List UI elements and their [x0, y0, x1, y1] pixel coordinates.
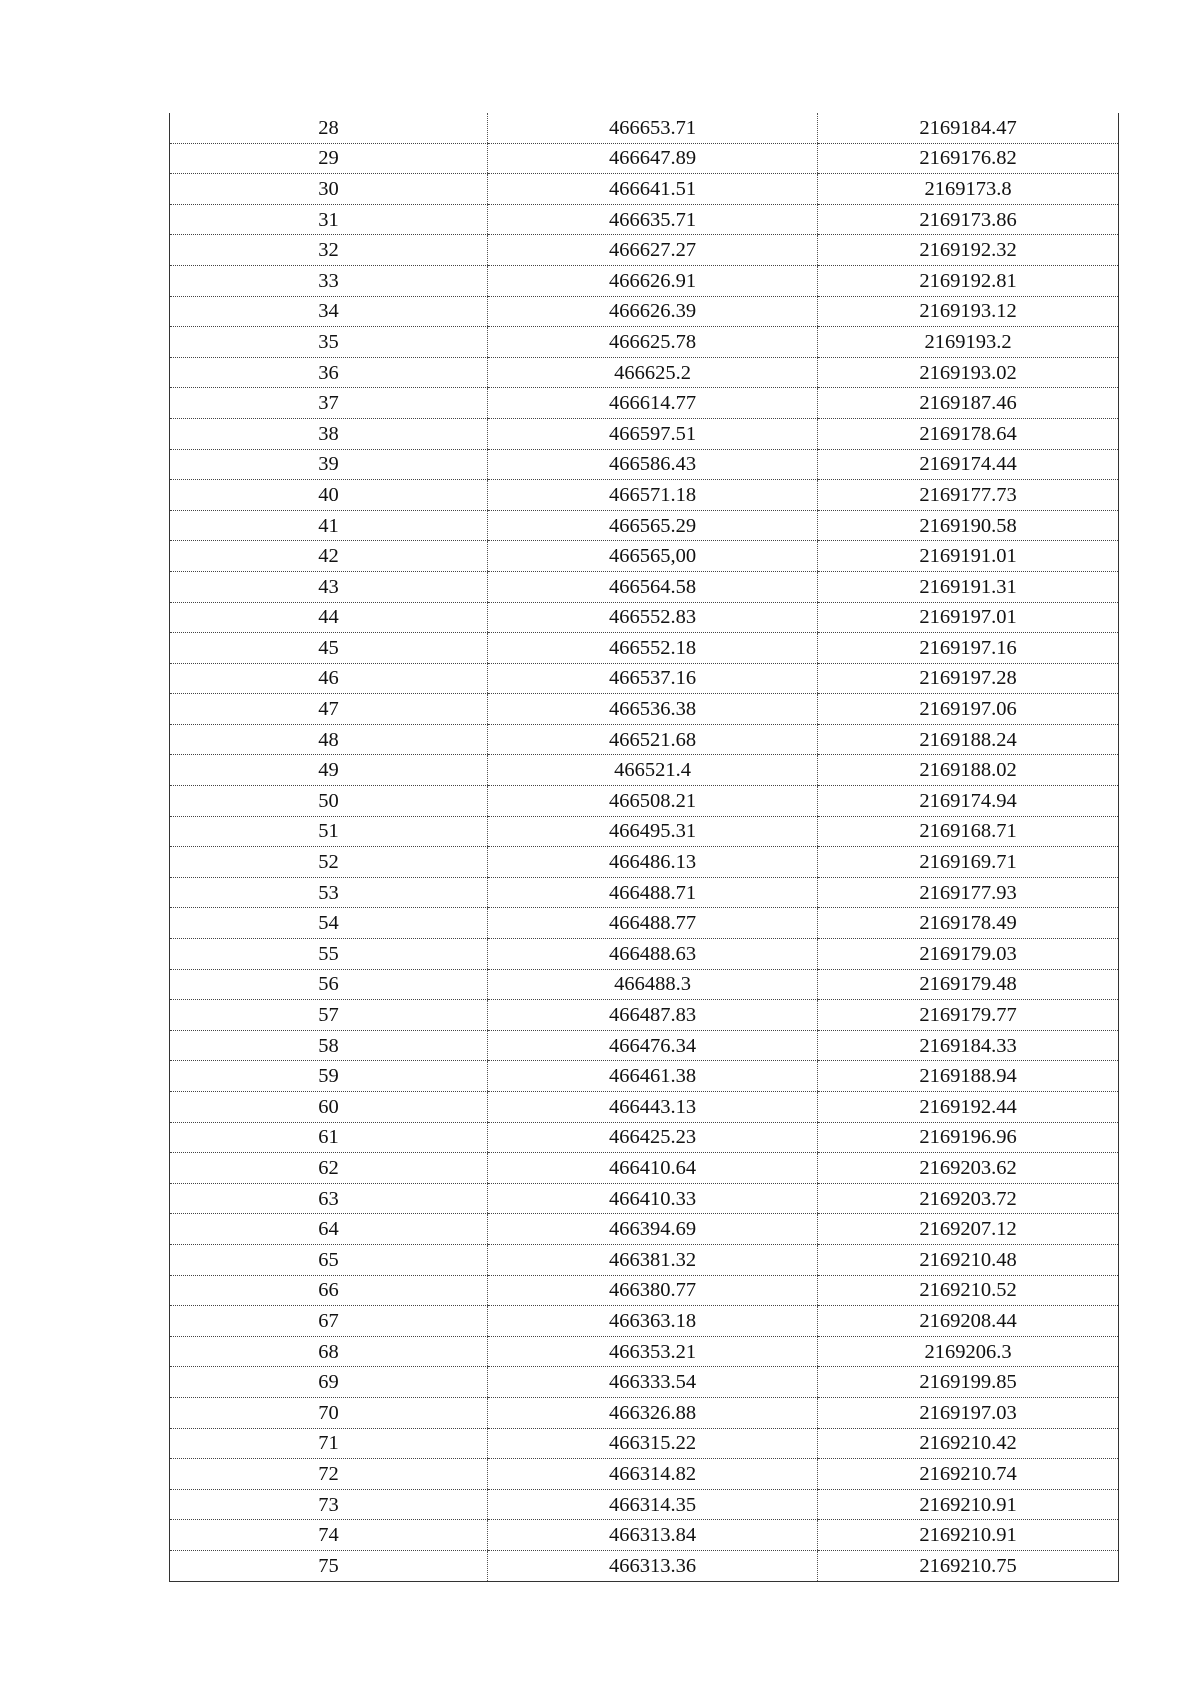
y-coordinate-cell: 2169207.12 [818, 1214, 1119, 1245]
y-coordinate-cell: 2169210.91 [818, 1489, 1119, 1520]
table-row [170, 694, 1119, 725]
point-number-cell: 58 [170, 1030, 488, 1061]
point-number-cell: 66 [170, 1275, 488, 1306]
coordinate-table [169, 113, 1119, 1582]
point-number-cell: 68 [170, 1336, 488, 1367]
point-number-cell: 71 [170, 1428, 488, 1459]
point-number-cell: 41 [170, 510, 488, 541]
y-coordinate-cell: 2169174.94 [818, 786, 1119, 817]
table-row [170, 1244, 1119, 1275]
y-coordinate-cell: 2169177.73 [818, 480, 1119, 511]
x-coordinate-cell: 466552.18 [488, 633, 818, 664]
table-row [170, 939, 1119, 970]
x-coordinate-cell: 466647.89 [488, 143, 818, 174]
x-coordinate-cell: 466476.34 [488, 1030, 818, 1061]
point-number-cell: 56 [170, 969, 488, 1000]
point-number-cell: 47 [170, 694, 488, 725]
x-coordinate-cell: 466488.77 [488, 908, 818, 939]
point-number-cell: 39 [170, 449, 488, 480]
x-coordinate-cell: 466487.83 [488, 1000, 818, 1031]
y-coordinate-cell: 2169193.02 [818, 357, 1119, 388]
x-coordinate-cell: 466380.77 [488, 1275, 818, 1306]
table-row [170, 1428, 1119, 1459]
x-coordinate-cell: 466313.36 [488, 1550, 818, 1581]
y-coordinate-cell: 2169197.01 [818, 602, 1119, 633]
table-row [170, 1489, 1119, 1520]
point-number-cell: 63 [170, 1183, 488, 1214]
y-coordinate-cell: 2169208.44 [818, 1306, 1119, 1337]
x-coordinate-cell: 466564.58 [488, 571, 818, 602]
table-row [170, 755, 1119, 786]
point-number-cell: 38 [170, 418, 488, 449]
x-coordinate-cell: 466313.84 [488, 1520, 818, 1551]
table-row [170, 265, 1119, 296]
x-coordinate-cell: 466314.35 [488, 1489, 818, 1520]
x-coordinate-cell: 466614.77 [488, 388, 818, 419]
table-row [170, 1336, 1119, 1367]
y-coordinate-cell: 2169192.44 [818, 1092, 1119, 1123]
y-coordinate-cell: 2169191.01 [818, 541, 1119, 572]
point-number-cell: 44 [170, 602, 488, 633]
y-coordinate-cell: 2169188.24 [818, 724, 1119, 755]
point-number-cell: 67 [170, 1306, 488, 1337]
table-row [170, 235, 1119, 266]
x-coordinate-cell: 466521.4 [488, 755, 818, 786]
table-row [170, 1214, 1119, 1245]
y-coordinate-cell: 2169191.31 [818, 571, 1119, 602]
y-coordinate-cell: 2169193.12 [818, 296, 1119, 327]
point-number-cell: 43 [170, 571, 488, 602]
x-coordinate-cell: 466641.51 [488, 174, 818, 205]
table-row [170, 449, 1119, 480]
x-coordinate-cell: 466508.21 [488, 786, 818, 817]
y-coordinate-cell: 2169179.48 [818, 969, 1119, 1000]
x-coordinate-cell: 466443.13 [488, 1092, 818, 1123]
x-coordinate-cell: 466353.21 [488, 1336, 818, 1367]
table-row [170, 1275, 1119, 1306]
y-coordinate-cell: 2169197.16 [818, 633, 1119, 664]
point-number-cell: 36 [170, 357, 488, 388]
y-coordinate-cell: 2169210.52 [818, 1275, 1119, 1306]
point-number-cell: 52 [170, 847, 488, 878]
x-coordinate-cell: 466536.38 [488, 694, 818, 725]
table-row [170, 1153, 1119, 1184]
y-coordinate-cell: 2169192.32 [818, 235, 1119, 266]
point-number-cell: 55 [170, 939, 488, 970]
point-number-cell: 31 [170, 204, 488, 235]
y-coordinate-cell: 2169193.2 [818, 327, 1119, 358]
x-coordinate-cell: 466486.13 [488, 847, 818, 878]
x-coordinate-cell: 466488.3 [488, 969, 818, 1000]
table-row [170, 1367, 1119, 1398]
y-coordinate-cell: 2169190.58 [818, 510, 1119, 541]
table-row [170, 816, 1119, 847]
point-number-cell: 48 [170, 724, 488, 755]
y-coordinate-cell: 2169192.81 [818, 265, 1119, 296]
y-coordinate-cell: 2169187.46 [818, 388, 1119, 419]
point-number-cell: 54 [170, 908, 488, 939]
point-number-cell: 72 [170, 1459, 488, 1490]
table-row [170, 1092, 1119, 1123]
point-number-cell: 45 [170, 633, 488, 664]
y-coordinate-cell: 2169178.64 [818, 418, 1119, 449]
table-row [170, 1061, 1119, 1092]
x-coordinate-cell: 466586.43 [488, 449, 818, 480]
y-coordinate-cell: 2169177.93 [818, 877, 1119, 908]
y-coordinate-cell: 2169206.3 [818, 1336, 1119, 1367]
table-row [170, 388, 1119, 419]
point-number-cell: 64 [170, 1214, 488, 1245]
table-row [170, 847, 1119, 878]
y-coordinate-cell: 2169210.75 [818, 1550, 1119, 1581]
table-row [170, 1122, 1119, 1153]
table-row [170, 418, 1119, 449]
point-number-cell: 70 [170, 1397, 488, 1428]
table-row [170, 633, 1119, 664]
x-coordinate-cell: 466521.68 [488, 724, 818, 755]
y-coordinate-cell: 2169203.72 [818, 1183, 1119, 1214]
y-coordinate-cell: 2169173.86 [818, 204, 1119, 235]
y-coordinate-cell: 2169184.47 [818, 113, 1119, 143]
y-coordinate-cell: 2169197.28 [818, 663, 1119, 694]
point-number-cell: 34 [170, 296, 488, 327]
table-row [170, 877, 1119, 908]
x-coordinate-cell: 466626.39 [488, 296, 818, 327]
x-coordinate-cell: 466410.64 [488, 1153, 818, 1184]
x-coordinate-cell: 466495.31 [488, 816, 818, 847]
point-number-cell: 33 [170, 265, 488, 296]
y-coordinate-cell: 2169197.06 [818, 694, 1119, 725]
table-row [170, 327, 1119, 358]
table-row [170, 541, 1119, 572]
y-coordinate-cell: 2169188.02 [818, 755, 1119, 786]
point-number-cell: 60 [170, 1092, 488, 1123]
y-coordinate-cell: 2169210.74 [818, 1459, 1119, 1490]
point-number-cell: 59 [170, 1061, 488, 1092]
table-row [170, 602, 1119, 633]
table-row [170, 357, 1119, 388]
y-coordinate-cell: 2169210.48 [818, 1244, 1119, 1275]
y-coordinate-cell: 2169196.96 [818, 1122, 1119, 1153]
point-number-cell: 42 [170, 541, 488, 572]
point-number-cell: 65 [170, 1244, 488, 1275]
table-row [170, 1183, 1119, 1214]
x-coordinate-cell: 466635.71 [488, 204, 818, 235]
x-coordinate-cell: 466653.71 [488, 113, 818, 143]
point-number-cell: 51 [170, 816, 488, 847]
x-coordinate-cell: 466425.23 [488, 1122, 818, 1153]
table-row [170, 1000, 1119, 1031]
point-number-cell: 37 [170, 388, 488, 419]
point-number-cell: 30 [170, 174, 488, 205]
x-coordinate-cell: 466571.18 [488, 480, 818, 511]
y-coordinate-cell: 2169203.62 [818, 1153, 1119, 1184]
y-coordinate-cell: 2169188.94 [818, 1061, 1119, 1092]
y-coordinate-cell: 2169173.8 [818, 174, 1119, 205]
x-coordinate-cell: 466597.51 [488, 418, 818, 449]
point-number-cell: 35 [170, 327, 488, 358]
y-coordinate-cell: 2169169.71 [818, 847, 1119, 878]
x-coordinate-cell: 466488.63 [488, 939, 818, 970]
table-row [170, 296, 1119, 327]
point-number-cell: 46 [170, 663, 488, 694]
table-row [170, 908, 1119, 939]
table-row [170, 1397, 1119, 1428]
x-coordinate-cell: 466488.71 [488, 877, 818, 908]
x-coordinate-cell: 466565,00 [488, 541, 818, 572]
x-coordinate-cell: 466552.83 [488, 602, 818, 633]
coordinate-table-body [170, 113, 1119, 1581]
x-coordinate-cell: 466626.91 [488, 265, 818, 296]
y-coordinate-cell: 2169210.42 [818, 1428, 1119, 1459]
x-coordinate-cell: 466333.54 [488, 1367, 818, 1398]
x-coordinate-cell: 466627.27 [488, 235, 818, 266]
point-number-cell: 73 [170, 1489, 488, 1520]
point-number-cell: 40 [170, 480, 488, 511]
x-coordinate-cell: 466394.69 [488, 1214, 818, 1245]
x-coordinate-cell: 466625.78 [488, 327, 818, 358]
x-coordinate-cell: 466315.22 [488, 1428, 818, 1459]
table-row [170, 969, 1119, 1000]
x-coordinate-cell: 466461.38 [488, 1061, 818, 1092]
table-row [170, 1459, 1119, 1490]
point-number-cell: 28 [170, 113, 488, 143]
x-coordinate-cell: 466314.82 [488, 1459, 818, 1490]
point-number-cell: 32 [170, 235, 488, 266]
table-row [170, 1030, 1119, 1061]
y-coordinate-cell: 2169176.82 [818, 143, 1119, 174]
x-coordinate-cell: 466565.29 [488, 510, 818, 541]
x-coordinate-cell: 466363.18 [488, 1306, 818, 1337]
x-coordinate-cell: 466410.33 [488, 1183, 818, 1214]
x-coordinate-cell: 466537.16 [488, 663, 818, 694]
y-coordinate-cell: 2169197.03 [818, 1397, 1119, 1428]
table-row [170, 1550, 1119, 1581]
y-coordinate-cell: 2169199.85 [818, 1367, 1119, 1398]
x-coordinate-cell: 466381.32 [488, 1244, 818, 1275]
x-coordinate-cell: 466625.2 [488, 357, 818, 388]
table-row [170, 174, 1119, 205]
table-row [170, 663, 1119, 694]
y-coordinate-cell: 2169210.91 [818, 1520, 1119, 1551]
table-row [170, 724, 1119, 755]
point-number-cell: 61 [170, 1122, 488, 1153]
table-row [170, 510, 1119, 541]
table-row [170, 113, 1119, 143]
table-row [170, 1520, 1119, 1551]
point-number-cell: 69 [170, 1367, 488, 1398]
point-number-cell: 53 [170, 877, 488, 908]
y-coordinate-cell: 2169184.33 [818, 1030, 1119, 1061]
table-row [170, 480, 1119, 511]
y-coordinate-cell: 2169179.03 [818, 939, 1119, 970]
table-row [170, 204, 1119, 235]
point-number-cell: 57 [170, 1000, 488, 1031]
point-number-cell: 29 [170, 143, 488, 174]
point-number-cell: 49 [170, 755, 488, 786]
point-number-cell: 74 [170, 1520, 488, 1551]
y-coordinate-cell: 2169168.71 [818, 816, 1119, 847]
table-row [170, 571, 1119, 602]
y-coordinate-cell: 2169179.77 [818, 1000, 1119, 1031]
y-coordinate-cell: 2169178.49 [818, 908, 1119, 939]
table-row [170, 1306, 1119, 1337]
y-coordinate-cell: 2169174.44 [818, 449, 1119, 480]
point-number-cell: 50 [170, 786, 488, 817]
table-row [170, 143, 1119, 174]
table-row [170, 786, 1119, 817]
point-number-cell: 62 [170, 1153, 488, 1184]
point-number-cell: 75 [318, 1554, 339, 1577]
x-coordinate-cell: 466326.88 [488, 1397, 818, 1428]
